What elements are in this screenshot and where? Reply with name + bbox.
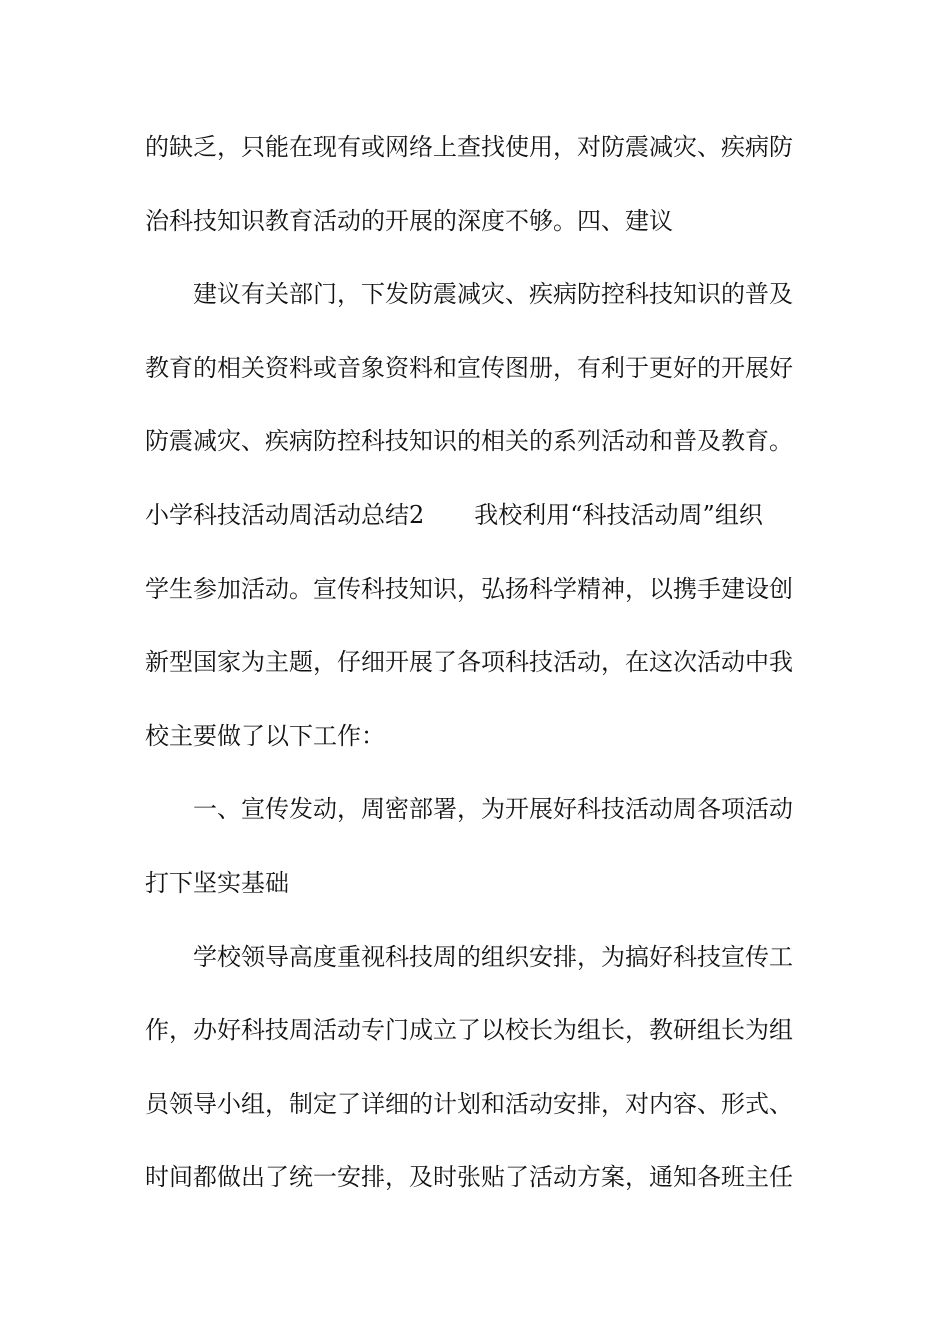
text-line: 防震减灾、疾病防控科技知识的相关的系列活动和普及教育。: [145, 427, 793, 456]
text-line: 时间都做出了统一安排，及时张贴了活动方案，通知各班主任: [145, 1163, 793, 1192]
text-line: 学生参加活动。宣传科技知识，弘扬科学精神，以携手建设创: [145, 574, 793, 603]
subheading-line: 打下坚实基础: [145, 868, 289, 897]
paragraph-start-line: 建议有关部门，下发防震减灾、疾病防控科技知识的普及: [193, 280, 793, 309]
text-line: 教育的相关资料或音象资料和宣传图册，有利于更好的开展好: [145, 353, 793, 382]
text-line: 的缺乏，只能在现有或网络上查找使用，对防震减灾、疾病防: [145, 133, 793, 161]
document-body: [145, 129, 809, 1233]
subheading-line: 一、宣传发动，周密部署，为开展好科技活动周各项活动: [193, 795, 793, 824]
text-line: 校主要做了以下工作：: [145, 721, 385, 750]
text-line: 新型国家为主题，仔细开展了各项科技活动，在这次活动中我: [145, 648, 793, 677]
text-line: 作，办好科技周活动专门成立了以校长为组长，教研组长为组: [145, 1016, 793, 1045]
paragraph-start-line: 学校领导高度重视科技周的组织安排，为搞好科技宣传工: [193, 942, 793, 971]
text-line: 治科技知识教育活动的开展的深度不够。四、建议: [145, 206, 673, 235]
section-title-line: [145, 497, 809, 571]
section-title: 小学科技活动周活动总结2: [145, 500, 425, 529]
paragraph-start-text: 我校利用“科技活动周”组织: [474, 500, 763, 529]
text-line: 员领导小组，制定了详细的计划和活动安排，对内容、形式、: [145, 1089, 793, 1118]
